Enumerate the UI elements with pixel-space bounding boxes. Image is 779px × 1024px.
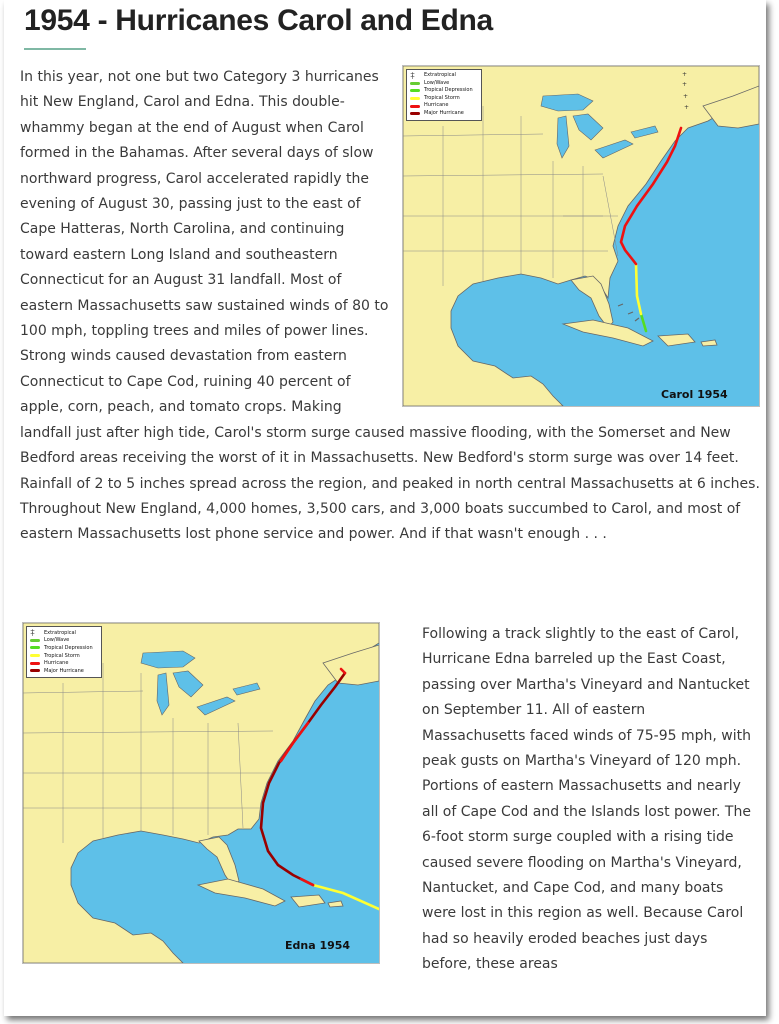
map-caption: Carol 1954 — [661, 388, 728, 401]
legend-label: Extratropical — [424, 72, 456, 79]
legend-label: Tropical Storm — [424, 94, 460, 101]
legend-swatch — [30, 669, 40, 672]
svg-text:+: + — [683, 93, 689, 100]
paragraph-edna: Following a track slightly to the east of Carol, Hurricane Edna barreled up the East Coast, passing over Martha's Vineyard and Nantucket on September 11. All of eastern Massachusetts faced winds of 75-95 mph, with peak gusts on Martha's Vineyard of 120 mph. Portions of eastern Massachusetts and nearly all of Cape Cod and the Islands lost power. The 6-foot storm surge coupled with a rising tide caused severe flooding on Martha's Vineyard, Nantucket, and Cape Cod, and many boats were lost in this region as well. Because Carol had so heavily eroded beaches just days before, these areas — [422, 626, 751, 973]
svg-text:+: + — [682, 71, 688, 78]
legend-swatch — [30, 662, 40, 665]
page-title: 1954 - Hurricanes Carol and Edna — [24, 4, 493, 37]
legend-label: Low/Wave — [44, 637, 70, 644]
legend-label: Extratropical — [44, 629, 76, 636]
legend-label: Tropical Depression — [424, 87, 473, 94]
carol-track-map — [402, 65, 760, 407]
legend-swatch — [410, 97, 420, 100]
article — [4, 0, 766, 1016]
legend-swatch — [410, 112, 420, 115]
legend-swatch — [30, 646, 40, 649]
legend-swatch — [410, 82, 420, 85]
edna-track-map — [22, 622, 380, 964]
legend-swatch — [410, 105, 420, 108]
map-legend — [26, 626, 102, 678]
paragraph-carol-text: In this year, not one but two Category 3 hurricanes hit New England, Carol and Edna. This double-whammy began at the end of August when Carol formed in the Bahamas. After several days of slow northward progress, Carol accelerated rapidly the evening of August 30, passing just to the east of Cape Hatteras, North Carolina, and continuing toward eastern Long Island and southeastern Connecticut for an August 31 landfall. Most of eastern Massachusetts saw sustained winds of 80 to 100 mph, toppling trees and miles of power lines. Strong winds caused devastation from eastern Connecticut to Cape Cod, ruining 40 percent of apple, corn, peach, and tomato crops. Making landfall just after high tide, Carol's storm surge caused massive flooding, with the Somerset and New Bedford areas receiving the worst of it in Massachusetts. New Bedford's storm surge was over 14 feet. Rainfall of 2 to 5 inches spread across the region, and peaked in north central Massachusetts at 6 inches. Throughout New England, 4,000 homes, 3,500 cars, and 3,000 boats succumbed to Carol, and most of eastern Massachusetts lost phone service and power. And if that wasn't enough . . . — [20, 69, 760, 543]
extratropical-marker: + + — [30, 627, 36, 638]
map-caption: Edna 1954 — [285, 939, 351, 952]
svg-text:+: + — [684, 104, 690, 111]
legend-swatch — [30, 639, 40, 642]
map-legend — [406, 69, 482, 121]
legend-swatch — [410, 89, 420, 92]
legend-label: Tropical Depression — [44, 644, 93, 651]
extratropical-marker: + + — [410, 70, 416, 81]
legend-label: Major Hurricane — [44, 667, 84, 674]
svg-text:+: + — [682, 81, 688, 88]
legend-swatch — [30, 654, 40, 657]
legend-label: Hurricane — [44, 660, 69, 667]
paragraph-carol — [20, 65, 760, 548]
legend-label: Low/Wave — [424, 79, 450, 86]
title-underline — [24, 48, 86, 50]
legend-label: Tropical Storm — [44, 652, 80, 659]
legend-label: Major Hurricane — [424, 110, 464, 117]
legend-label: Hurricane — [424, 102, 449, 109]
